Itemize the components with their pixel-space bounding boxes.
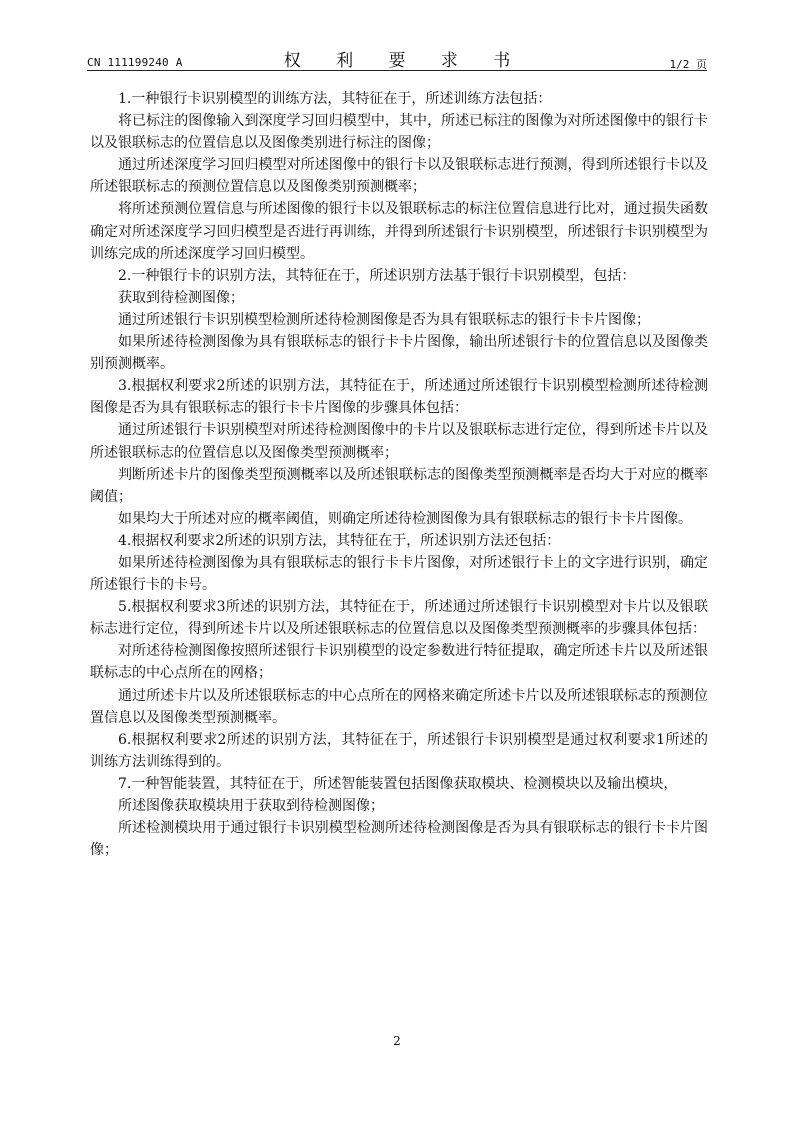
claim-paragraph: 将已标注的图像输入到深度学习回归模型中，其中，所述已标注的图像为对所述图像中的银行卡以及银联标志的位置信息以及图像类别进行标注的图像； <box>90 113 708 152</box>
claim-paragraph: 6.根据权利要求2所述的识别方法，其特征在于，所述银行卡识别模型是通过权利要求1所述的训练方法训练得到的。 <box>90 731 708 770</box>
claim-paragraph: 通过所述卡片以及所述银联标志的中心点所在的网格来确定所述卡片以及所述银联标志的预测位置信息以及图像类型预测概率。 <box>90 687 708 726</box>
document-title: 权 利 要 求 书 <box>283 51 526 71</box>
page-header <box>87 42 707 72</box>
page-indicator: 1/2 页 <box>669 58 707 71</box>
claim-paragraph: 对所述待检测图像按照所述银行卡识别模型的设定参数进行特征提取，确定所述卡片以及所述银联标志的中心点所在的网格； <box>90 643 708 682</box>
claim-paragraph: 7.一种智能装置，其特征在于，所述智能装置包括图像获取模块、检测模块以及输出模块， <box>118 775 678 792</box>
header-divider <box>87 70 707 71</box>
claim-paragraph: 通过所述银行卡识别模型检测所述待检测图像是否为具有银联标志的银行卡卡片图像； <box>118 311 650 328</box>
claim-paragraph: 2.一种银行卡的识别方法，其特征在于，所述识别方法基于银行卡识别模型，包括： <box>118 267 636 284</box>
claim-paragraph: 通过所述深度学习回归模型对所述图像中的银行卡以及银联标志进行预测，得到所述银行卡以及所述银联标志的预测位置信息以及图像类别预测概率； <box>90 157 708 196</box>
claim-paragraph: 所述检测模块用于通过银行卡识别模型检测所述待检测图像是否为具有银联标志的银行卡卡片图像； <box>90 820 708 859</box>
claim-paragraph: 5.根据权利要求3所述的识别方法，其特征在于，所述通过所述银行卡识别模型对卡片以及银联标志进行定位，得到所述卡片以及所述银联标志的位置信息以及图像类型预测概率的步骤具体包括： <box>90 599 708 638</box>
page-number: 2 <box>393 1034 401 1048</box>
claim-paragraph: 如果所述待检测图像为具有银联标志的银行卡卡片图像，对所述银行卡上的文字进行识别，确定所述银行卡的卡号。 <box>90 554 708 594</box>
claims-body <box>90 88 708 861</box>
claim-paragraph: 判断所述卡片的图像类型预测概率以及所述银联标志的图像类型预测概率是否均大于对应的概率阈值； <box>90 466 708 505</box>
claim-paragraph: 如果所述待检测图像为具有银联标志的银行卡卡片图像，输出所述银行卡的位置信息以及图像类别预测概率。 <box>90 334 708 373</box>
claim-paragraph: 4.根据权利要求2所述的识别方法，其特征在于，所述识别方法还包括： <box>118 532 561 549</box>
claim-paragraph: 通过所述银行卡识别模型对所述待检测图像中的卡片以及银联标志进行定位，得到所述卡片以及所述银联标志的位置信息以及图像类型预测概率； <box>90 422 708 461</box>
claim-paragraph: 如果均大于所述对应的概率阈值，则确定所述待检测图像为具有银联标志的银行卡卡片图像。 <box>118 510 692 527</box>
claim-paragraph: 1.一种银行卡识别模型的训练方法，其特征在于，所述训练方法包括： <box>118 91 552 107</box>
claim-paragraph: 获取到待检测图像； <box>118 289 244 306</box>
claim-paragraph: 3.根据权利要求2所述的识别方法，其特征在于，所述通过所述银行卡识别模型检测所述待检测图像是否为具有银联标志的银行卡卡片图像的步骤具体包括： <box>90 378 708 417</box>
claim-paragraph: 将所述预测位置信息与所述图像的银行卡以及银联标志的标注位置信息进行比对，通过损失函数确定对所述深度学习回归模型是否进行再训练，并得到所述银行卡识别模型，所述银行卡识别模型为训练完成的所述深度学习回归模型。 <box>90 201 708 262</box>
publication-number: CN 111199240 A <box>87 56 183 69</box>
claim-paragraph: 所述图像获取模块用于获取到待检测图像； <box>118 798 384 814</box>
